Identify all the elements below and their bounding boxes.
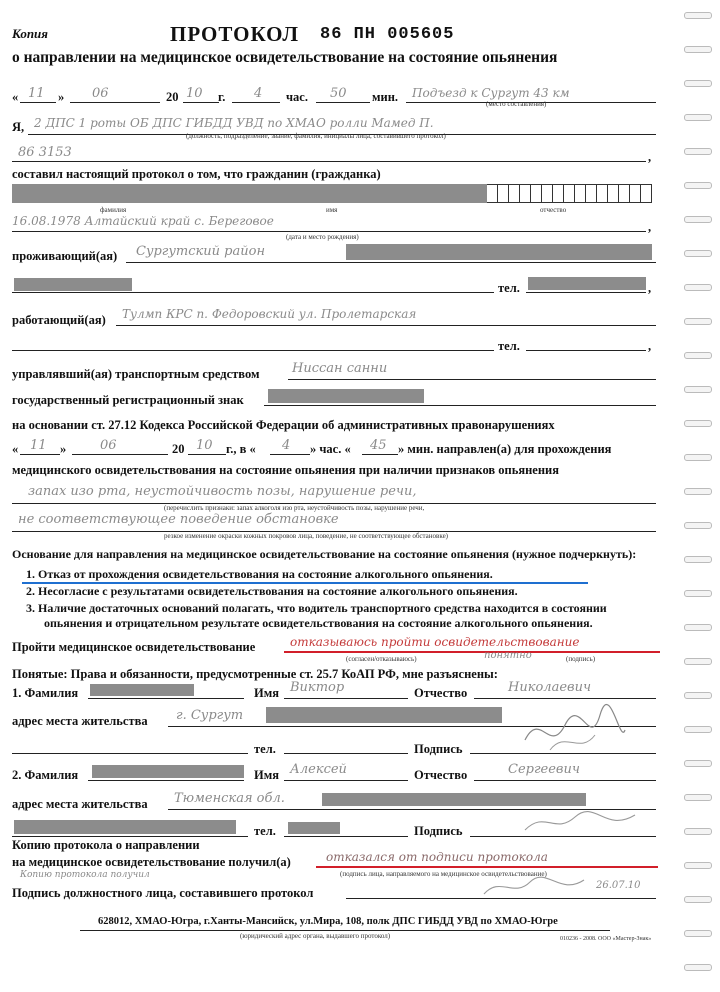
hour-label: час. [286,90,308,104]
basis-day: 11 [30,438,47,453]
spiral-binding [674,0,720,992]
footer-caption: (юридический адрес органа, выдавшего протокол) [240,932,391,940]
tel-label-1: тел. [498,281,520,295]
witness-2-signature [520,805,640,840]
driving-label: управлявший(ая) транспортным средством [12,367,260,381]
date-day: 11 [28,86,45,101]
officer-signature [480,872,590,902]
redacted-witness-1-surname [90,684,194,696]
redacted-address-2 [14,278,132,291]
pass-caption-2: (подпись) [566,655,596,663]
sostavil-text: составил настоящий протокол о том, что гражданин (гражданка) [12,167,381,181]
footer-code: 010236 - 2008. ООО «Мастер-Знак» [560,936,652,942]
witness-1-addr: г. Сургут [176,708,244,723]
basis-year-prefix: 20 [172,442,185,456]
date-quote-open: « [12,90,19,104]
witness-2-tel-label: тел. [254,824,276,838]
redacted-phone [528,277,646,290]
witness-2-patr-label: Отчество [414,768,468,782]
min-label: мин. [372,90,399,104]
basis-chas: » час. « [310,442,351,456]
grounds-item-3b: опьянения и отрицательном результате освидетельствования на состояние алкогольного опьянения. [44,616,593,630]
witness-2-name-label: Имя [254,768,279,782]
officer-id: 86 3153 [18,145,72,160]
redacted-address [346,244,652,260]
basis-line-3: медицинского освидетельствования на состояние опьянения при наличии признаков опьянения [12,463,560,477]
redacted-witness-2-address-2 [14,820,236,834]
witness-2-patr: Сергеевич [508,762,580,777]
officer-value: 2 ДПС 1 роты ОБ ДПС ГИБДД УВД по ХМАО ролли Мамед П. [34,116,434,130]
basis-hour: 4 [282,438,291,453]
date-year-label: г. [218,90,226,104]
ya-label: Я, [12,120,25,134]
caption-surname: фамилия [100,206,127,214]
copy-line-1: Копию протокола о направлении [12,838,200,852]
redacted-witness-2-surname [92,765,244,778]
pass-label: Пройти медицинское освидетельствование [12,640,256,654]
date-year-prefix: 20 [166,90,179,104]
vehicle-value: Ниссан санни [292,361,388,376]
grounds-heading: Основание для направления на медицинское освидетельствование на состояние опьянения (нужное подчеркнуть): [12,547,637,561]
page-subtitle: о направлении на медицинское освидетельствование на состояние опьянения [12,49,558,66]
copy-label: Копия [12,26,48,41]
witness-2-name: Алексей [290,762,347,777]
residing-value: Сургутский район [136,244,266,259]
signs-caption-1: (перечислить признаки: запах алкоголя изо рта, неустойчивость позы, нарушение речи, [164,504,425,512]
basis-q2: » [60,442,67,456]
witness-1-patr: Николаевич [508,680,592,695]
officer-sign-label: Подпись должностного лица, составившего протокол [12,886,314,900]
witness-1-tel-label: тел. [254,742,276,756]
grounds-item-3a: 3. Наличие достаточных оснований полагать, что водитель транспортного средства находится в состоянии [26,601,607,615]
birth-caption: (дата и место рождения) [286,233,359,241]
pass-caption-1: (согласен/отказываюсь) [346,655,417,663]
date-minutes: 50 [330,86,347,101]
redacted-fullname [12,184,487,203]
basis-line-1: на основании ст. 27.12 Кодекса Российской Федерации об административных правонарушениях [12,418,555,432]
witness-1-surname-label: 1. Фамилия [12,686,79,700]
signs-value-1: запах изо рта, неустойчивость позы, нарушение речи, [28,484,417,499]
basis-gv: г., в « [226,442,256,456]
pass-answer: отказываюсь пройти освидетельствование [290,635,580,649]
witness-2-addr-label: адрес места жительства [12,797,148,811]
basis-minutes: 45 [370,438,387,453]
place-caption: (место составления) [486,100,547,108]
basis-q1: « [12,442,19,456]
witness-1-sign-label: Подпись [414,742,463,756]
witnesses-heading: Понятые: Права и обязанности, предусмотренные ст. 25.7 КоАП РФ, мне разъяснены: [12,667,498,681]
basis-month: 06 [100,438,117,453]
copy-answer: отказался от подписи протокола [326,850,548,864]
date-quote-close: » [58,90,65,104]
signs-value-2: не соответствующее поведение обстановке [18,512,339,527]
tel-label-2: тел. [498,339,520,353]
basis-rest: » мин. направлен(а) для прохождения [398,442,612,456]
witness-2-addr: Тюменская обл. [174,791,285,806]
grounds-item-1: 1. Отказ от прохождения освидетельствования на состояние алкогольного опьянения. [26,567,493,581]
signs-caption-2: резкое изменение окраски кожных покровов лица, поведение, не соответствующее обстановке) [164,532,449,540]
caption-patronymic: отчество [540,206,567,214]
footer-address: 628012, ХМАО-Югра, г.Ханты-Мансийск, ул.Мира, 108, полк ДПС ГИБДД УВД по ХМАО-Югре [98,916,558,927]
protocol-number: 86 ПН 005605 [320,25,455,44]
date-month: 06 [92,86,109,101]
witness-1-name: Виктор [290,680,345,695]
birth-value: 16.08.1978 Алтайский край с. Береговое [12,214,274,228]
name-letter-grid [487,184,652,203]
place-value: Подъезд к Сургут 43 км [412,86,570,100]
witness-1-signature [520,700,630,760]
witness-2-surname-label: 2. Фамилия [12,768,79,782]
witness-1-patr-label: Отчество [414,686,468,700]
plate-label: государственный регистрационный знак [12,393,244,407]
witness-2-sign-label: Подпись [414,824,463,838]
redacted-witness-2-phone [288,822,340,834]
officer-sign-date: 26.07.10 [596,880,641,891]
date-year: 10 [186,86,203,101]
page-title: ПРОТОКОЛ [170,22,300,46]
witness-1-name-label: Имя [254,686,279,700]
copy-caption: (подпись лица, направляемого на медицинское освидетельствование) [340,870,547,878]
redacted-plate [268,389,424,403]
residing-label: проживающий(ая) [12,249,118,263]
copy-red-underline [316,866,658,868]
working-value: Тулмп КРС п. Федоровский ул. Пролетарская [122,307,417,321]
redacted-witness-1-address [266,707,502,723]
copy-note: Копию протокола получил [20,870,150,880]
grounds-item-2: 2. Несогласие с результатами освидетельствования на состояние алкогольного опьянения. [26,584,518,598]
date-hour: 4 [254,86,263,101]
witness-1-addr-label: адрес места жительства [12,714,148,728]
working-label: работающий(ая) [12,313,106,327]
officer-caption: (должность, подразделение, звание, фамилия, инициалы лица, составившего протокол) [186,132,446,140]
protocol-page: Копия ПРОТОКОЛ 86 ПН 005605 о направлении на медицинское освидетельствование на состояние опьянения « 11 » 06 20 10 г. 4 час. 50 мин. Подъезд к Сургут 43 км (место составления) Я, 2 ДПС 1 роты ОБ ДПС ГИБДД УВД по ХМАО ролли Мамед П. (должность, подразделение, звание, фамилия, инициалы лица, составившего протокол) 86 3153 , составил настоящий протокол о том, что гражданин (гражданка) фамилия имя отчество 16.08.1978 Алтайский край с. Береговое , (дата и место рождения) проживающий(ая) Сургутский район тел. , работающий(ая) Тулмп КРС п. Федоровский ул. Пролетарская тел. , управлявший(ая) транспортным средством Ниссан санни государственный регистрационный знак на основании ст. 27.12 Кодекса Российской Федерации об административных правонарушениях « 11 » 06 20 10 г., в « 4 » час. « 45 » мин. направлен(а) для прохождения медицинского освидетельствования на состояние опьянения при наличии признаков опьянения запах изо рта, неустойчивость позы, нарушение речи, (перечислить признаки: запах алкоголя изо рта, неустойчивость позы, нарушение речи, не соответствующее поведение обстановке резкое изменение окраски кожных покровов лица, поведение, не соответствующее обстановке) Основание для направления на медицинское освидетельствование на состояние опьянения (нужное подчеркнуть): 1. Отказ от прохождения освидетельствования на состояние алкогольного опьянения. 2. Несогласие с результатами освидетельствования на состояние алкогольного опьянения. 3. Наличие достаточных оснований полагать, что водитель транспортного средства находится в состоянии опьянения и отрицательном результате освидетельствования на состояние алкогольного опьянения. Пройти медицинское освидетельствование отказываюсь пройти освидетельствование (согласен/отказываюсь) понятно (подпись) Понятые: Права и обязанности, предусмотренные ст. 25.7 КоАП РФ, мне разъяснены: 1. Фамилия Имя Виктор Отчество Николаевич адрес места жительства г. Сургут тел. Подпись 2. Фамилия Имя Алексей Отчество Сергеевич адрес места жительства Тюменская обл. тел. Подпись Копию протокола о направлении на медицинское освидетельствование получил(а) отказался от подписи протокола (подпись лица, направляемого на медицинское освидетельствование) Копию протокола получил Подпись должностного лица, составившего протокол 26.07.10 628012, ХМАО-Югра, г.Ханты-Мансийск, ул.Мира, 108, полк ДПС ГИБДД УВД по ХМАО-Югре (юридический адрес органа, выдавшего протокол) 010236 - 2008. ООО «Мастер-Знак» [0,0,720,992]
pass-red-underline [284,651,660,653]
caption-name: имя [326,206,338,214]
copy-line-2: на медицинское освидетельствование получил(а) [12,855,291,869]
basis-year: 10 [196,438,213,453]
understood-note: понятно [484,650,532,661]
